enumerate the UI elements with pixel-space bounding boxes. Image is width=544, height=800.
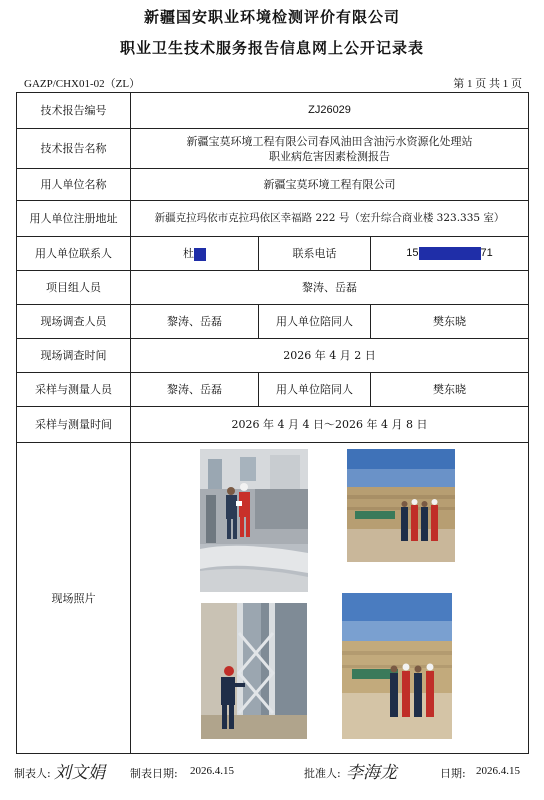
row-team (17, 271, 529, 305)
label-sampling-time: 采样与测量时间 (17, 407, 131, 443)
site-photo (200, 449, 308, 592)
row-sampling-staff (17, 373, 529, 407)
row-employer (17, 169, 529, 201)
row-photos (17, 443, 529, 754)
value-sampling-staff: 黎涛、岳磊 (131, 373, 259, 407)
value-address: 新疆克拉玛依市克拉玛依区幸福路 222 号（宏升综合商业楼 323.335 室） (131, 201, 529, 237)
company-name: 新疆国安职业环境检测评价有限公司 (143, 8, 400, 26)
redaction-block (419, 247, 481, 260)
label-contact: 用人单位联系人 (17, 237, 131, 271)
value-team: 黎涛、岳磊 (131, 271, 529, 305)
value-sampling-time: 2026 年 4 月 4 日～2026 年 4 月 8 日 (131, 407, 529, 443)
make-date: 2026.4.15 (190, 765, 234, 777)
page-info: 第 1 页 共 1 页 (453, 78, 522, 90)
label-phone: 联系电话 (259, 237, 371, 271)
site-photo-image (201, 603, 307, 739)
label-survey-staff: 现场调查人员 (17, 305, 131, 339)
value-phone (371, 237, 529, 271)
report-name-line1: 新疆宝莫环境工程有限公司春风油田含油污水资源化处理站 (186, 134, 473, 148)
record-table (16, 92, 529, 754)
maker-label: 制表人: (14, 767, 51, 780)
approver-label: 批准人: (304, 767, 341, 780)
site-photo (347, 449, 455, 562)
phone-suffix: 71 (480, 247, 493, 259)
label-report-name: 技术报告名称 (17, 129, 131, 169)
value-sampling-companion: 樊东晓 (371, 373, 529, 407)
label-report-no: 技术报告编号 (17, 93, 131, 129)
report-name-line2: 职业病危害因素检测报告 (269, 149, 391, 163)
label-survey-companion: 用人单位陪同人 (259, 305, 371, 339)
contact-name-visible: 杜 (183, 247, 194, 260)
site-photo (342, 593, 452, 739)
value-report-name (131, 129, 529, 169)
label-sampling-companion: 用人单位陪同人 (259, 373, 371, 407)
approve-date: 2026.4.15 (476, 765, 520, 777)
label-photos: 现场照片 (17, 443, 131, 754)
approve-date-label: 日期: (440, 767, 466, 780)
value-contact-name (131, 237, 259, 271)
value-survey-companion: 樊东晓 (371, 305, 529, 339)
document-code: GAZP/CHX01-02（ZL） (24, 78, 141, 90)
value-report-no: ZJ26029 (131, 93, 529, 129)
row-report-name (17, 129, 529, 169)
photo-grid (131, 443, 528, 753)
phone-prefix: 15 (406, 247, 419, 259)
row-survey-time (17, 339, 529, 373)
row-address (17, 201, 529, 237)
site-photo-image (342, 593, 452, 739)
row-contact (17, 237, 529, 271)
label-employer: 用人单位名称 (17, 169, 131, 201)
site-photo-image (347, 449, 455, 562)
value-survey-staff: 黎涛、岳磊 (131, 305, 259, 339)
maker-signature: 刘文娟 (54, 763, 105, 783)
site-photo (201, 603, 307, 739)
label-address: 用人单位注册地址 (17, 201, 131, 237)
row-survey-staff (17, 305, 529, 339)
redaction-block (194, 248, 206, 261)
form-title: 职业卫生技术服务报告信息网上公开记录表 (119, 39, 424, 57)
approver-signature: 李海龙 (346, 763, 397, 783)
value-survey-time: 2026 年 4 月 2 日 (131, 339, 529, 373)
label-team: 项目组人员 (17, 271, 131, 305)
label-sampling-staff: 采样与测量人员 (17, 373, 131, 407)
photos-cell (131, 443, 529, 754)
value-employer: 新疆宝莫环境工程有限公司 (131, 169, 529, 201)
site-photo-image (200, 449, 308, 592)
row-report-no (17, 93, 529, 129)
row-sampling-time (17, 407, 529, 443)
make-date-label: 制表日期: (130, 767, 178, 780)
label-survey-time: 现场调查时间 (17, 339, 131, 373)
